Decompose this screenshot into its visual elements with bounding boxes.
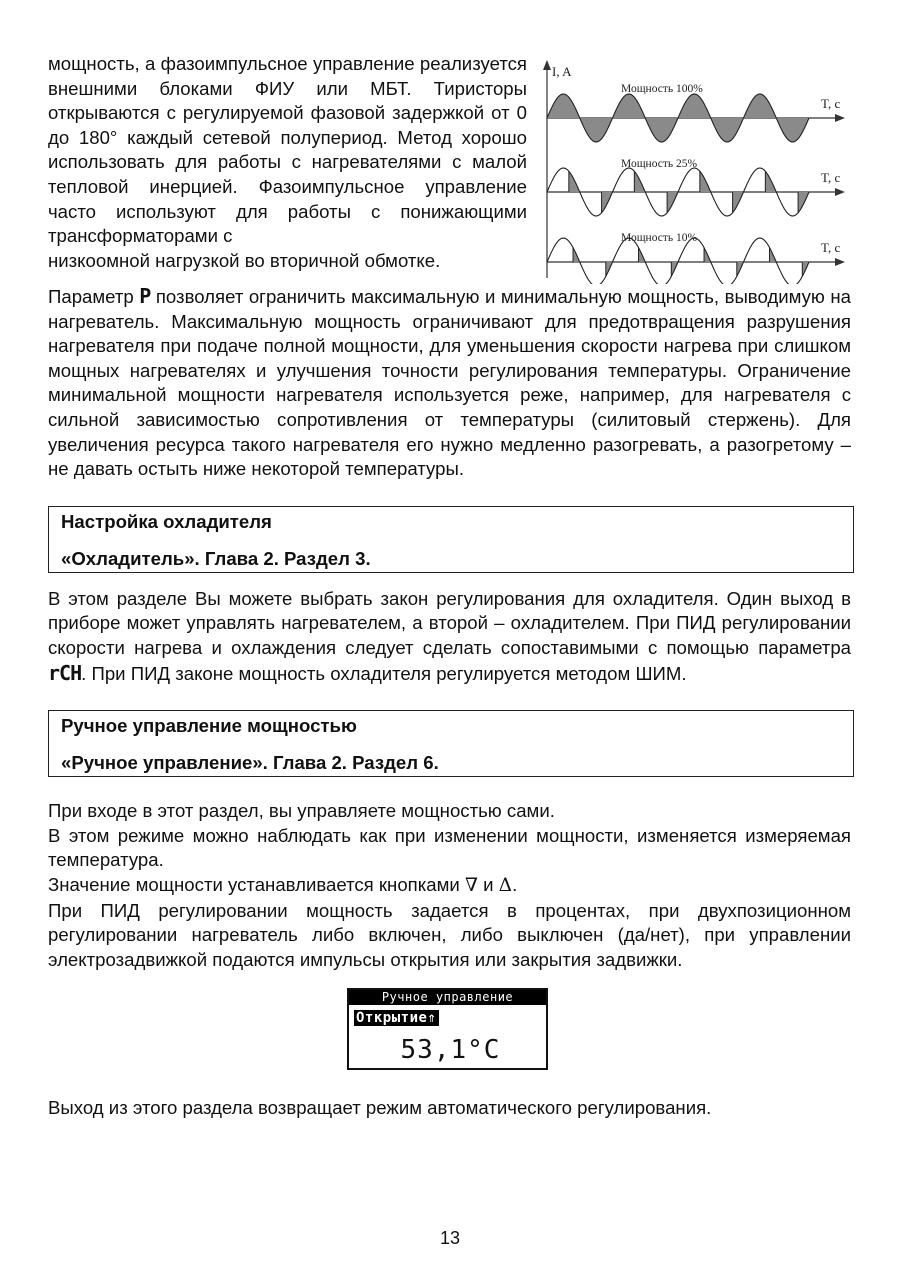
- display-temperature: 53,1°C: [400, 1035, 501, 1066]
- up-button-symbol: Δ: [498, 874, 513, 896]
- page-content: [48, 52, 851, 1121]
- footer-paragraph: Выход из этого раздела возвращает режим автоматического регулирования.: [48, 1097, 712, 1119]
- intro-row: [48, 52, 851, 284]
- wave-label: Мощность 10%: [621, 232, 698, 244]
- cooler-paragraph: [48, 587, 851, 686]
- cooler-param-symbol: rCH: [48, 660, 82, 685]
- cooler-text-after: . При ПИД законе мощность охладителя регулируется методом ШИМ.: [81, 662, 687, 684]
- display-title: Ручное управление: [349, 990, 546, 1005]
- manual-p3-end: .: [512, 873, 518, 895]
- param-p-symbol: P: [139, 284, 151, 308]
- intro-text: мощность, а фазоимпульсное управление реализуется внешними блоками ФИУ или МБТ. Тиристоры открываются с регулируемой фазовой задержкой от 0 до 180° каждый сетевой полупериод. Метод хорошо использовать для работы с нагревателями с малой тепловой инерцией. Фазоимпульсное управление часто используют для работы с понижающими трансформаторами с: [48, 53, 527, 247]
- intro-paragraph: [48, 52, 527, 249]
- manual-paragraph-2: В этом режиме можно наблюдать как при изменении мощности, изменяется измеряемая температура.: [48, 824, 851, 871]
- cooler-section-title: Настройка охладителя: [61, 510, 272, 532]
- time-axis-label: T, c: [821, 240, 841, 255]
- cooler-section-ref: «Охладитель». Глава 2. Раздел 3.: [61, 547, 371, 569]
- manual-p3-before: Значение мощности устанавливается кнопками: [48, 873, 465, 895]
- wave-label: Мощность 100%: [621, 83, 703, 95]
- page-number: 13: [439, 1228, 461, 1248]
- display-status: Открытие⇑: [354, 1010, 439, 1026]
- time-axis-label: T, c: [821, 96, 841, 111]
- device-display: [347, 988, 548, 1070]
- waveform-diagram: [539, 56, 851, 284]
- intro-last-line: низкоомной нагрузкой во вторичной обмотке.: [48, 249, 441, 271]
- time-axis-arrow: [835, 188, 845, 196]
- manual-paragraph-3: [48, 873, 851, 899]
- intro-column: [48, 52, 527, 273]
- y-axis-label: I, A: [552, 64, 572, 79]
- time-axis-arrow: [835, 114, 845, 122]
- param-p-before: Параметр: [48, 286, 140, 307]
- manual-section-title: Ручное управление мощностью: [61, 715, 357, 737]
- manual-p3-mid: и: [477, 873, 499, 895]
- cooler-text-before: В этом разделе Вы можете выбрать закон регулирования для охладителя. Один выход в приборе может управлять нагревателем, а второй – охладителем. При ПИД регулировании скорости нагрева и охлаждения следует сделать сопоставимыми с помощью параметра: [48, 587, 851, 658]
- waveform-figure: [539, 56, 851, 284]
- manual-section-box: [48, 710, 854, 777]
- time-axis-label: T, c: [821, 170, 841, 185]
- manual-paragraph-4: При ПИД регулировании мощность задается в процентах, при двухпозиционном регулировании нагреватель либо включен, либо выключен (да/нет), при управлении электрозадвижкой подаются импульсы открытия или закрытия задвижки.: [48, 899, 851, 970]
- time-axis-arrow: [835, 258, 845, 266]
- down-button-symbol: ∇: [464, 874, 478, 896]
- param-p-text: позволяет ограничить максимальную и минимальную мощность, выводимую на нагреватель. Максимальную мощность ограничивают для предотвращения разрушения нагревателя при подаче полной мощности, для уменьшения скорости нагрева при слишком мощных нагревателях и улучшения точности регулирования температуры. Ограничение минимальной мощности нагревателя используется реже, например, для нагревателя с сильной зависимостью сопротивления от температуры (силитовый стержень). Для увеличения ресурса такого нагревателя его нужно медленно разогревать, а разогретому – не давать остыть ниже некоторой температуры.: [48, 286, 852, 480]
- param-p-paragraph: [48, 284, 851, 482]
- display-wrap: [44, 988, 851, 1070]
- wave-label: Мощность 25%: [621, 158, 698, 170]
- waves-group: [547, 83, 845, 284]
- manual-section-ref: «Ручное управление». Глава 2. Раздел 6.: [61, 752, 439, 774]
- y-axis-arrow: [543, 60, 551, 70]
- cooler-section-box: [48, 506, 854, 573]
- manual-paragraph-1: При входе в этот раздел, вы управляете мощностью сами.: [48, 800, 555, 822]
